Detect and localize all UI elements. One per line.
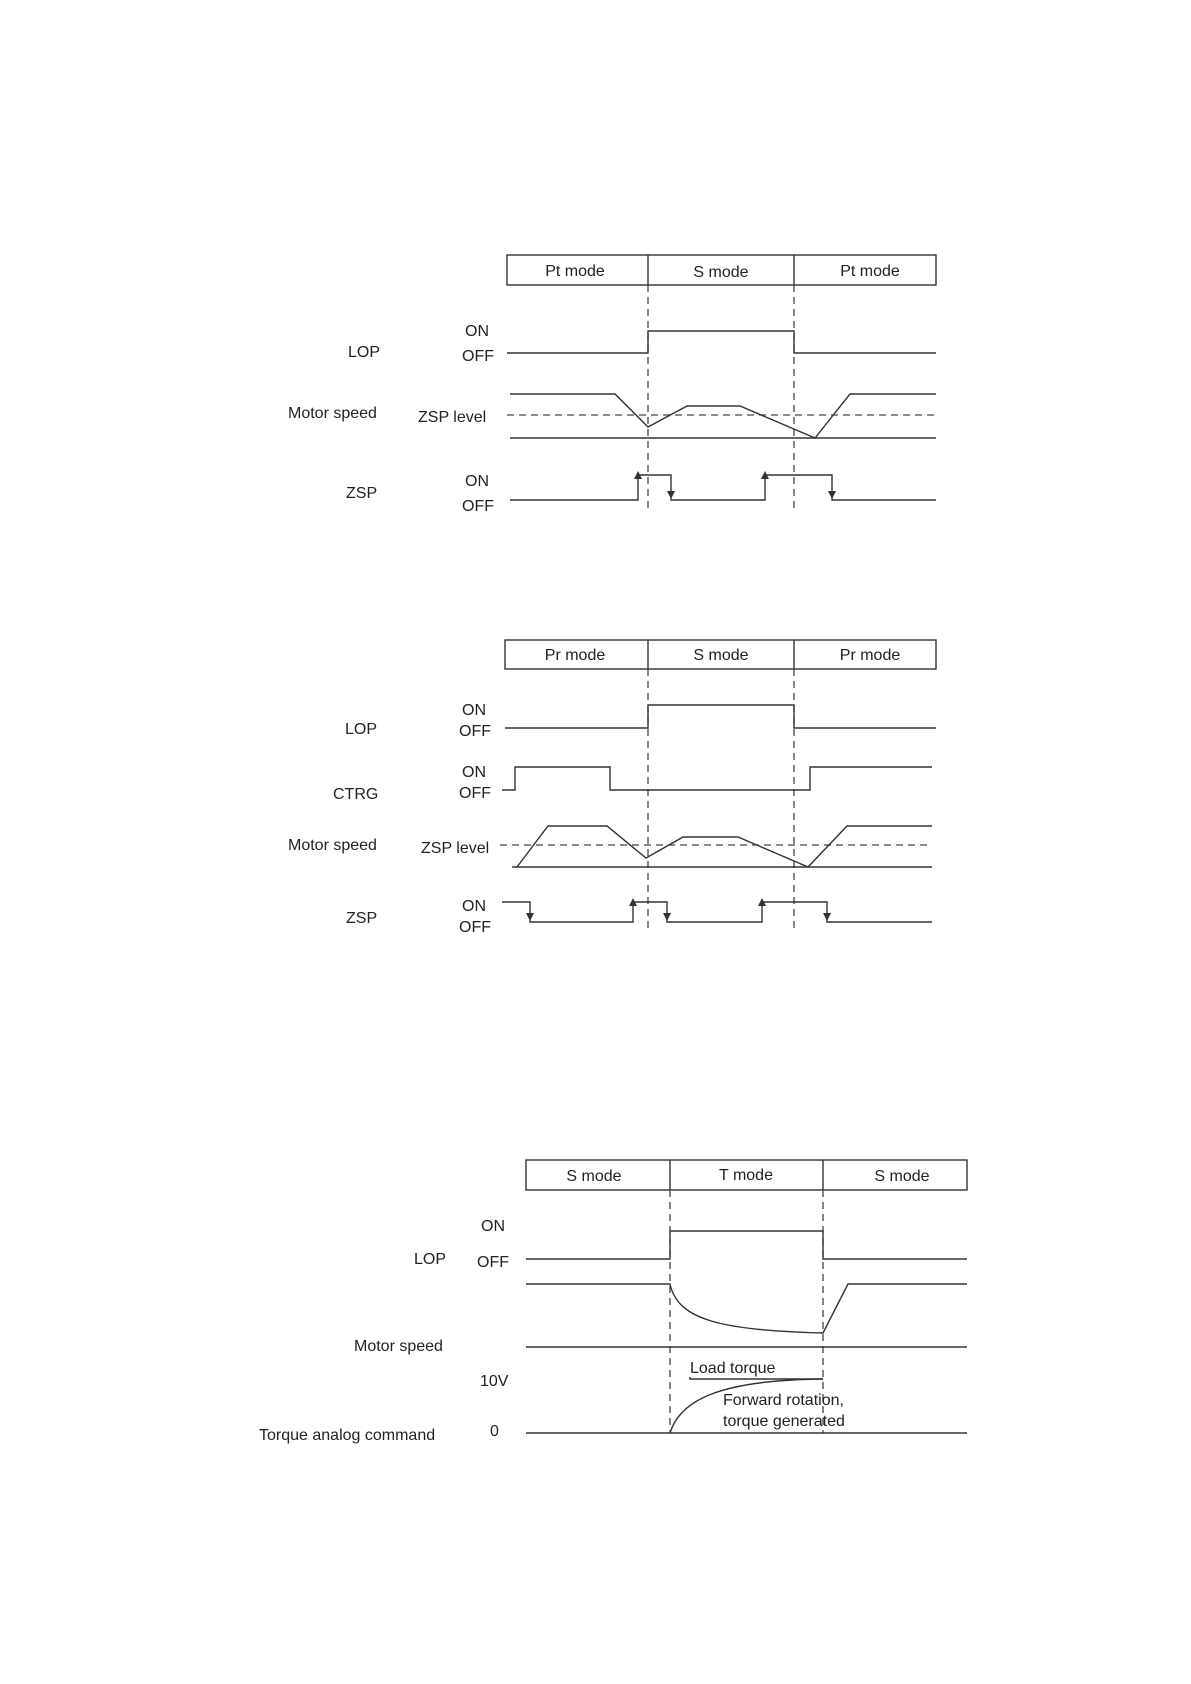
mode-label-2: S mode (693, 264, 749, 281)
zsp-level-label: ZSP level (418, 409, 487, 426)
timing-diagram-pt-s (288, 255, 936, 515)
on-label: ON (462, 898, 486, 915)
fall-arrow-icon (823, 913, 831, 921)
lop-waveform (507, 331, 936, 353)
signal-label-torque: Torque analog command (259, 1427, 436, 1444)
motor-speed-waveform (517, 826, 932, 867)
mode-label-3: S mode (874, 1168, 930, 1185)
timing-diagram-pr-s (288, 640, 936, 936)
on-label: ON (465, 323, 489, 340)
off-label: OFF (459, 919, 491, 936)
off-label: OFF (459, 785, 491, 802)
signal-label-lop: LOP (345, 721, 378, 738)
on-label: ON (462, 702, 486, 719)
signal-label-motor-speed: Motor speed (288, 405, 377, 422)
off-label: OFF (462, 348, 494, 365)
forward-rotation-label: Forward rotation, (723, 1392, 844, 1409)
mode-label-1: S mode (566, 1168, 622, 1185)
motor-speed-waveform (526, 1284, 967, 1333)
lop-waveform (526, 1231, 967, 1259)
load-torque-line (690, 1377, 823, 1379)
motor-speed-waveform (510, 394, 936, 438)
signal-label-lop: LOP (348, 344, 381, 361)
signal-label-zsp: ZSP (346, 485, 378, 502)
mode-label-2: S mode (693, 647, 749, 664)
mode-header (505, 640, 936, 669)
mode-label-1: Pt mode (545, 263, 605, 280)
off-label: OFF (477, 1254, 509, 1271)
mode-label-3: Pt mode (840, 263, 900, 280)
timing-diagram-s-t (259, 1160, 967, 1444)
zsp-waveform (510, 475, 936, 500)
fall-arrow-icon (663, 913, 671, 921)
mode-label-3: Pr mode (839, 647, 901, 664)
mode-label-2: T mode (719, 1167, 773, 1184)
signal-label-motor-speed: Motor speed (288, 837, 377, 854)
off-label: OFF (459, 723, 491, 740)
ctrg-waveform (502, 767, 932, 790)
signal-label-lop: LOP (414, 1251, 447, 1268)
on-label: ON (462, 764, 486, 781)
mode-label-1: Pr mode (544, 647, 606, 664)
load-torque-label: Load torque (690, 1360, 776, 1377)
ten-volt-label: 10V (480, 1373, 509, 1390)
fall-arrow-icon (828, 491, 836, 499)
zsp-level-label: ZSP level (421, 840, 490, 857)
on-label: ON (481, 1218, 505, 1235)
lop-waveform (505, 705, 936, 728)
torque-generated-label: torque generated (723, 1413, 845, 1430)
fall-arrow-icon (526, 913, 534, 921)
signal-label-ctrg: CTRG (333, 786, 379, 803)
signal-label-zsp: ZSP (346, 910, 378, 927)
signal-label-motor-speed: Motor speed (354, 1338, 443, 1355)
off-label: OFF (462, 498, 494, 515)
mode-header (526, 1160, 967, 1190)
zsp-waveform (502, 902, 932, 922)
on-label: ON (465, 473, 489, 490)
mode-header (507, 255, 936, 285)
fall-arrow-icon (667, 491, 675, 499)
zero-label: 0 (490, 1423, 499, 1440)
